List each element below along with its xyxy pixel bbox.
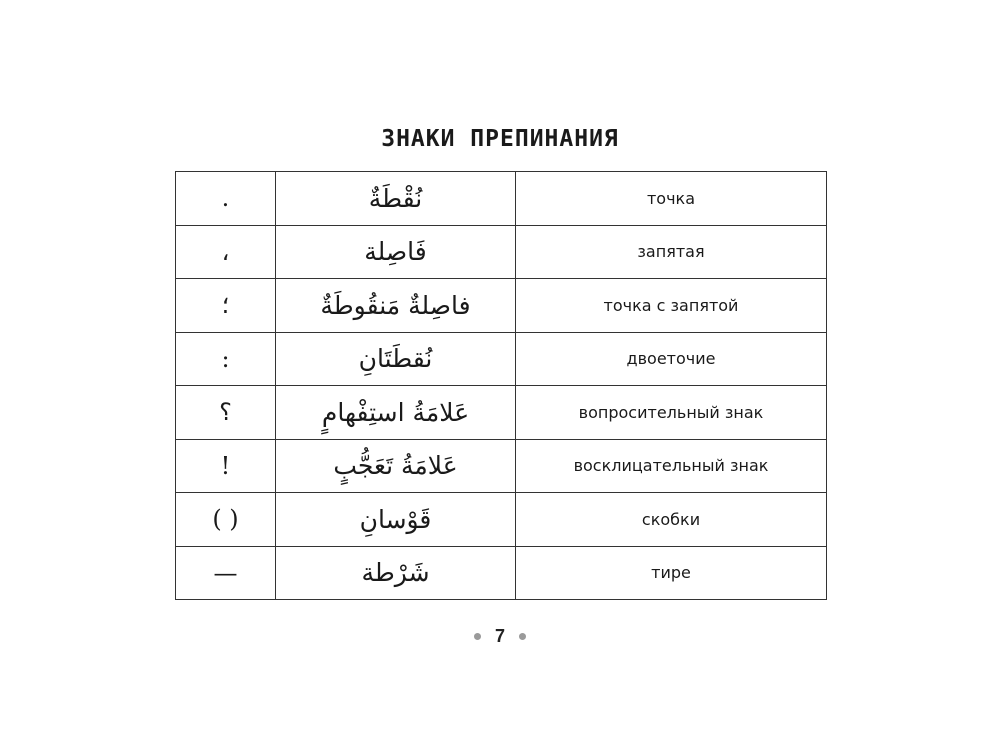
arabic-name: عَلامَةُ استِفْهامٍ [276,386,516,440]
russian-name: двоеточие [516,332,827,386]
dot-ornament-right [519,633,526,640]
punctuation-symbol: ، [176,225,276,279]
punctuation-symbol: . [176,172,276,226]
table-row [176,493,827,547]
page-footer [0,626,1000,647]
table-row [176,332,827,386]
arabic-name: فاصِلةٌ مَنقُوطَةٌ [276,279,516,333]
arabic-name: فَاصِلة [276,225,516,279]
table-row [176,439,827,493]
arabic-name: عَلامَةُ تَعَجُّبٍ [276,439,516,493]
arabic-name: نُقطَتَانِ [276,332,516,386]
table-row [176,279,827,333]
russian-name: вопросительный знак [516,386,827,440]
arabic-name: قَوْسانِ [276,493,516,547]
dot-ornament-left [474,633,481,640]
punctuation-symbol: ! [176,439,276,493]
punctuation-symbol: : [176,332,276,386]
punctuation-symbol: — [176,546,276,600]
russian-name: точка [516,172,827,226]
table-row [176,386,827,440]
russian-name: запятая [516,225,827,279]
punctuation-symbol: ؛ [176,279,276,333]
table-row [176,225,827,279]
punctuation-table [175,171,827,600]
russian-name: восклицательный знак [516,439,827,493]
table-row [176,172,827,226]
arabic-name: شَرْطة [276,546,516,600]
page-number: 7 [494,626,505,646]
arabic-name: نُقْطَةٌ [276,172,516,226]
table-row [176,546,827,600]
russian-name: скобки [516,493,827,547]
page-title: ЗНАКИ ПРЕПИНАНИЯ [381,126,619,152]
russian-name: тире [516,546,827,600]
punctuation-symbol: ؟ [176,386,276,440]
punctuation-symbol: ( ) [176,493,276,547]
russian-name: точка с запятой [516,279,827,333]
